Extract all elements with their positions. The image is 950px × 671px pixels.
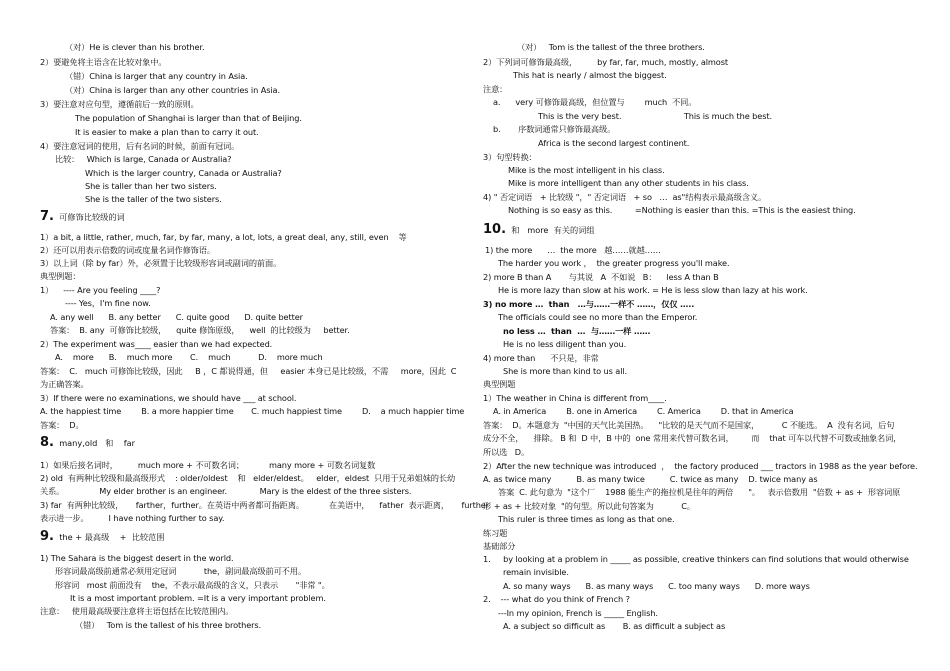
section-heading-9 [40, 529, 164, 545]
text-line: 2）还可以用表示倍数的词或度量名词作修饰语。 [40, 245, 215, 255]
text-line: 2）下列词可修饰最高级， by far, far, much, mostly, almost [483, 57, 728, 67]
text-line: （对）China is larger than any other countries in Asia. [65, 85, 280, 95]
text-line: A. more B. much more C. much D. more much [55, 352, 323, 362]
text-line: 所以选 D。 [483, 447, 530, 457]
text-line: 1）a bit, a little, rather, much, far, by far, many, a lot, lots, a great deal, any, still, even 等 [40, 232, 407, 242]
text-line: She is the taller of the two sisters. [85, 194, 222, 204]
text-line: It is easier to make a plan than to carry it out. [75, 127, 259, 137]
text-line: A. in America B. one in America C. America D. that in America [493, 406, 794, 416]
text-line: He is no less diligent than you. [503, 339, 627, 349]
text-line: 2) old 有两种比较级和最高级形式 : older/oldest 和 elder/eldest。 elder，eldest 只用于兄弟姐妹的长幼 [40, 473, 456, 483]
text-line: A. as twice many B. as many twice C. twice as many D. twice many as [483, 474, 818, 484]
text-line: This is the very best. This is much the best. [538, 111, 772, 121]
text-line: 4) more than 不只是，非常 [483, 353, 599, 363]
section-title: 可修饰比较级的词 [53, 212, 125, 222]
text-line: 4）要注意冠词的使用，后有名词的时候，前面有冠词。 [40, 141, 240, 151]
text-line: 答案： D。本题意为 "中国的天气比美国热。 "比较的是天气而不是国家， C 不能选。 A 没有名词，后句 [483, 420, 895, 430]
text-line: She is taller than her two sisters. [85, 181, 217, 191]
text-line: 基础部分 [483, 541, 516, 551]
text-line: 2）The experiment was____ easier than we had expected. [40, 339, 273, 349]
text-line: 答案 C. 此句意为 "这个厂 1988 能生产的拖拉机是往年的两倍 "。 表示倍数用 "倍数 + as + 形容词原 [498, 487, 901, 497]
text-line: 3）以上词（除 by far）外，必须置于比较级形容词或副词的前面。 [40, 258, 282, 268]
text-line: 比较： Which is large, Canada or Australia? [55, 154, 232, 164]
text-line: She is more than kind to us all. [503, 366, 628, 376]
text-line: 关系。 My elder brother is an engineer. Mary is the eldest of the three sisters. [40, 486, 412, 496]
text-line: 1）The weather in China is different from____. [483, 393, 667, 403]
section-title: the + 最高级 + 比较范围 [53, 532, 165, 542]
text-line: 1）如果后接名词时， much more + 不可数名词； many more + 可数名词复数 [40, 460, 376, 470]
section-heading-8 [40, 435, 135, 451]
text-line: He is more lazy than slow at his work. = He is less slow than lazy at his work. [498, 285, 808, 295]
text-line: 表示进一步。 I have nothing further to say. [40, 513, 225, 523]
text-line: 3) far 有两种比较级， farther，further。在英语中两者都可指距离。 在美语中， father 表示距离， further [40, 500, 490, 510]
text-line: （错）China is larger that any country in Asia. [65, 71, 248, 81]
text-line: A. the happiest time B. a more happier time C. much happiest time D. a much happier time [40, 406, 465, 416]
text-line: （对）He is clever than his brother. [65, 42, 205, 52]
text-line: （错） Tom is the tallest of his three brothers. [75, 620, 262, 630]
text-line: 形 + as + 比较对象 "的句型。所以此句答案为 C。 [483, 501, 695, 511]
section-number: 7. [40, 209, 54, 224]
text-line: 1) The Sahara is the biggest desert in the world. [40, 553, 234, 563]
text-line: 形容词最高级前通常必须用定冠词 the，副词最高级前可不用。 [55, 566, 306, 576]
text-line: 3）句型转换： [483, 152, 537, 162]
text-line: A. a subject so difficult as B. as difficult a subject as [503, 621, 726, 631]
text-line: ---- Yes，I'm fine now. [65, 298, 151, 308]
section-title: many,old 和 far [53, 438, 135, 448]
text-line: 注意： [483, 84, 508, 94]
section-heading-10 [483, 222, 595, 238]
text-line: b. 序数词通常只修饰最高级。 [493, 124, 616, 134]
text-line: This hat is nearly / almost the biggest. [513, 70, 667, 80]
text-line: 3）要注意对应句型，遵循前后一致的原则。 [40, 99, 199, 109]
text-line: ---In my opinion, French is _____ English. [498, 608, 658, 618]
text-line: Nothing is so easy as this. =Nothing is easier than this. =This is the easiest thing. [508, 205, 856, 215]
section-number: 8. [40, 435, 54, 450]
text-line: The population of Shanghai is larger than that of Beijing. [75, 113, 302, 123]
text-line: 答案： C. much 可修饰比较级，因此 B ，C 都说得通，但 easier 本身已是比较级，不需 more，因此 C [40, 366, 457, 376]
text-line: a. very 可修饰最高级，但位置与 much 不同。 [493, 97, 697, 107]
section-heading-7 [40, 209, 125, 225]
text-line: It is a most important problem. =It is a very important problem. [70, 593, 326, 603]
text-line: 2）要避免将主语含在比较对象中。 [40, 57, 167, 67]
text-line: 形容词 most 前面没有 the，不表示最高级的含义，只表示 "非常 "。 [55, 580, 330, 590]
text-line: 1) the more … the more 越……就越…… [485, 245, 661, 255]
text-line: Mike is the most intelligent in his class. [508, 165, 665, 175]
text-line: 1） ---- Are you feeling ____? [40, 285, 161, 295]
text-line: 为正确答案。 [40, 379, 89, 389]
text-line: 典型例题： [40, 271, 81, 281]
text-line: 成分不全， 排除。 B 和 D 中，B 中的 one 常用来代替可数名词， 而 that 可车以代替不可数或抽象名词， [483, 433, 902, 443]
text-line: remain invisible. [503, 567, 569, 577]
text-line: The harder you work ， the greater progress you'll make. [498, 258, 730, 268]
text-line: A. so many ways B. as many ways C. too many ways D. more ways [503, 581, 810, 591]
text-line: This ruler is three times as long as that one. [498, 514, 675, 524]
text-line: （对） Tom is the tallest of the three brothers. [517, 42, 705, 52]
text-line: 答案： B. any 可修饰比较级， quite 修饰原级， well 的比较级为 better. [50, 325, 350, 335]
text-line: no less … than … 与……一样 …… [503, 326, 651, 336]
text-line: 答案： D。 [40, 420, 84, 430]
section-title: 和 more 有关的词组 [506, 225, 595, 235]
text-line: The officials could see no more than the Emperor. [498, 312, 698, 322]
text-line: 2）After the new technique was introduced ， the factory produced ___ tractors in 1988 as the year before. [483, 461, 918, 471]
text-line: 练习题 [483, 528, 508, 538]
text-line: 4) " 否定词语 + 比较级 "，" 否定词语 + so … as"结构表示最高级含义。 [483, 192, 767, 202]
text-line: Africa is the second largest continent. [538, 138, 690, 148]
text-line: 典型例题 [483, 379, 516, 389]
text-line: 2) more B than A 与其说 A 不如说 B： less A than B [483, 272, 719, 282]
section-number: 10. [483, 222, 507, 237]
text-line: 1. by looking at a problem in _____ as possible, creative thinkers can find solutions that would otherwise [483, 554, 909, 564]
text-line: Which is the larger country, Canada or Australia? [85, 168, 282, 178]
text-line: 3) no more … than …与……一样不 ……，仅仅 ….. [483, 299, 695, 309]
text-line: Mike is more intelligent than any other students in his class. [508, 178, 749, 188]
text-line: 3）If there were no examinations, we should have ___ at school. [40, 393, 297, 403]
text-line: A. any well B. any better C. quite good D. quite better [50, 312, 303, 322]
text-line: 2. --- what do you think of French ? [483, 594, 630, 604]
section-number: 9. [40, 529, 54, 544]
text-line: 注意： 使用最高级要注意将主语包括在比较范围内。 [40, 606, 234, 616]
